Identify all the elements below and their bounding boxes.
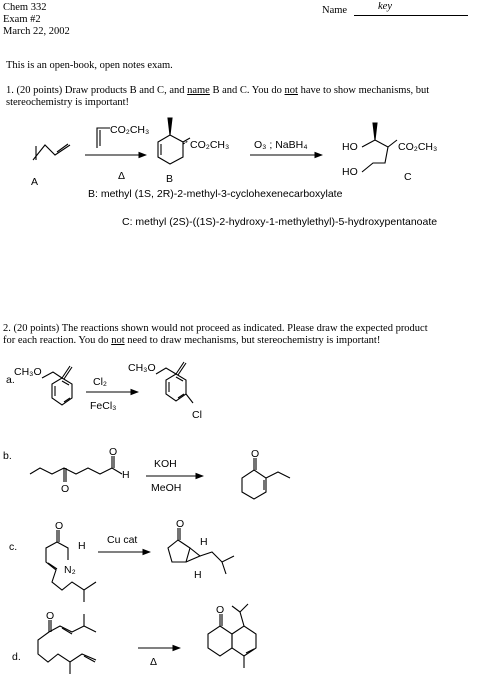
q2c-reagent: Cu cat <box>107 534 138 546</box>
q2a-methoxy-right: CH₃O <box>128 362 156 374</box>
b-ester-group: CO₂CH₃ <box>190 139 230 151</box>
cyclohexene-b-structure <box>158 118 190 164</box>
exam-date: March 22, 2002 <box>3 26 70 37</box>
q2d-o1: O <box>46 610 55 622</box>
diene-a-structure <box>33 144 70 160</box>
trienone-structure <box>38 614 96 674</box>
q2d-label: d. <box>12 651 21 663</box>
q2c-h3: H <box>194 569 202 581</box>
q2c-h2: H <box>200 536 208 548</box>
course-title: Chem 332 <box>3 2 47 13</box>
label-a: A <box>31 176 39 188</box>
q2b-o2: O <box>109 446 118 458</box>
methyl-benzoate-structure <box>42 366 72 405</box>
q2b-o1: O <box>61 483 70 495</box>
reagent-heat: Δ <box>118 170 126 182</box>
c-ester-group: CO₂CH₃ <box>398 141 438 153</box>
q2c-o2: O <box>176 518 185 530</box>
c-hydroxyl-bottom: HO <box>342 166 358 178</box>
reagent-ozone: O₃ ; NaBH₄ <box>254 139 308 151</box>
q2b-reagent-top: KOH <box>154 458 177 470</box>
q2c-n2: N₂ <box>64 564 76 576</box>
q1-answer-c: C: methyl (2S)-((1S)-2-hydroxy-1-methylethyl)-5-hydroxypentanoate <box>122 216 438 228</box>
q2b-label: b. <box>3 450 12 462</box>
acrylate-group: CO₂CH₃ <box>110 124 150 136</box>
q2a-reagent-bottom: FeCl₃ <box>90 400 117 412</box>
q2-instructions-line2: for each reaction. You do not need to draw mechanisms, but stereochemistry is important! <box>3 335 381 346</box>
q2a-methoxy-left: CH₃O <box>14 366 42 378</box>
name-value: key <box>378 1 392 12</box>
q2d-o2: O <box>216 604 225 616</box>
q1-instructions-line2: stereochemistry is important! <box>6 97 130 108</box>
c-hydroxyl-top: HO <box>342 141 358 153</box>
q2a-label: a. <box>6 374 15 386</box>
q2a-reagent-top: Cl₂ <box>93 376 107 388</box>
q2b-o3: O <box>251 448 260 460</box>
keto-aldehyde-structure <box>30 456 122 482</box>
chloro-benzoate-structure <box>156 362 193 403</box>
q2c-h1: H <box>78 540 86 552</box>
q2d-reagent: Δ <box>150 656 158 668</box>
exam-number: Exam #2 <box>3 14 41 25</box>
q2b-aldehyde-h: H <box>122 469 130 481</box>
bicyclic-ketone-product-structure <box>168 528 234 574</box>
q1-instructions-line1: 1. (20 points) Draw products B and C, and name B and C. You do not have to show mechanisms, but <box>6 85 430 96</box>
q1-answer-b: B: methyl (1S, 2R)-2-methyl-3-cyclohexenecarboxylate <box>88 188 343 200</box>
q2c-label: c. <box>9 541 18 553</box>
q2a-chloro: Cl <box>192 409 202 421</box>
cyclohexenone-product-structure <box>242 458 290 499</box>
product-c-structure <box>362 123 397 172</box>
q2b-reagent-bottom: MeOH <box>151 482 182 494</box>
q2-instructions-line1: 2. (20 points) The reactions shown would not proceed as indicated. Please draw the expected product <box>3 323 428 334</box>
methyl-acrylate-structure <box>97 128 110 148</box>
label-c: C <box>404 171 412 183</box>
q2c-o1: O <box>55 520 64 532</box>
intro-text: This is an open-book, open notes exam. <box>6 60 173 71</box>
name-label: Name <box>322 5 348 16</box>
label-b: B <box>166 173 174 185</box>
